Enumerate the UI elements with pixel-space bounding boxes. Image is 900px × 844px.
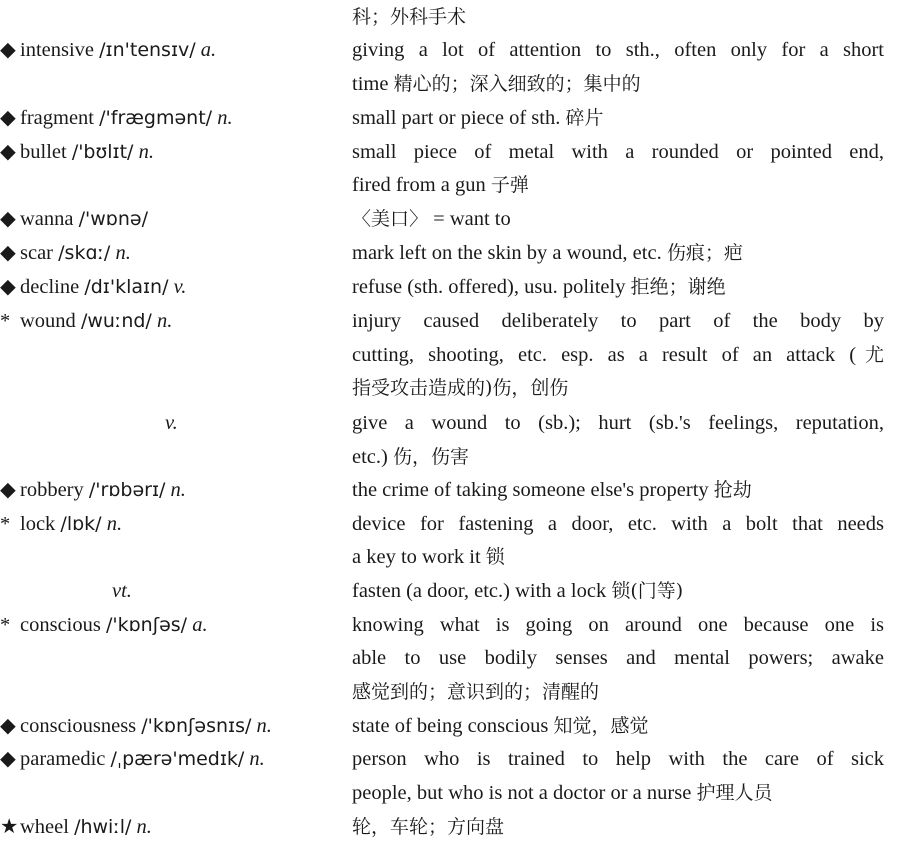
definition-text bbox=[352, 168, 884, 202]
entry-line bbox=[0, 406, 900, 440]
headword-column bbox=[112, 574, 132, 608]
entry-line bbox=[0, 202, 900, 236]
entry-line bbox=[0, 540, 900, 574]
definition-text bbox=[352, 709, 884, 743]
definition-text bbox=[352, 0, 884, 34]
phonetic: /lɒk/ bbox=[60, 513, 102, 535]
definition-english: person who is trained to help with the care of sick bbox=[352, 748, 884, 770]
definition-chinese: 抢劫 bbox=[713, 479, 752, 501]
definition-english: fired from a gun bbox=[352, 174, 486, 196]
definition-chinese: 科；外科手术 bbox=[352, 6, 467, 28]
definition-chinese: 伤痕；疤 bbox=[666, 242, 743, 264]
headword: wound bbox=[20, 310, 76, 332]
headword-column bbox=[0, 473, 186, 507]
definition-chinese: 拒绝；谢绝 bbox=[630, 276, 726, 298]
entry-marker: ◆ bbox=[0, 276, 16, 298]
entry-line bbox=[0, 776, 900, 810]
definition-english: time bbox=[352, 73, 389, 95]
definition-chinese: 伤，伤害 bbox=[392, 446, 469, 468]
definition-english: able to use bodily senses and mental powers; awake bbox=[352, 647, 884, 669]
entry-line bbox=[0, 709, 900, 743]
headword: scar bbox=[20, 242, 54, 264]
headword-column bbox=[0, 507, 122, 541]
definition-text bbox=[352, 776, 884, 810]
headword: paramedic bbox=[20, 748, 106, 770]
definition-text bbox=[352, 202, 884, 236]
phonetic: /'kɒnʃəsnɪs/ bbox=[141, 715, 252, 737]
entry-marker: ◆ bbox=[0, 748, 16, 770]
entry-line bbox=[0, 236, 900, 270]
definition-english: device for fastening a door, etc. with a bolt that needs bbox=[352, 513, 884, 535]
phonetic: /'wɒnə/ bbox=[78, 208, 148, 230]
definition-english: etc.) bbox=[352, 446, 388, 468]
entry-line bbox=[0, 675, 900, 709]
phonetic: /dɪ'klaɪn/ bbox=[84, 276, 169, 298]
part-of-speech: n. bbox=[106, 513, 123, 535]
entry-line bbox=[0, 440, 900, 474]
entry-line bbox=[0, 473, 900, 507]
definition-chinese: 锁 bbox=[485, 546, 505, 568]
definition-english: = want to bbox=[433, 208, 511, 230]
part-of-speech: n. bbox=[156, 310, 173, 332]
headword: wheel bbox=[20, 816, 69, 838]
entry-marker: ◆ bbox=[0, 39, 16, 61]
headword: wanna bbox=[20, 208, 74, 230]
definition-chinese: 〈美口〉 bbox=[352, 208, 429, 230]
definition-english: a key to work it bbox=[352, 546, 481, 568]
entry-line bbox=[0, 810, 900, 844]
headword-column bbox=[0, 608, 208, 642]
phonetic: /wuːnd/ bbox=[80, 310, 152, 332]
definition-english: small piece of metal with a rounded or pointed end, bbox=[352, 141, 884, 163]
definition-text bbox=[352, 675, 884, 709]
definition-text bbox=[352, 641, 884, 675]
part-of-speech: n. bbox=[170, 479, 186, 501]
entry-marker: ★ bbox=[0, 816, 19, 838]
phonetic: /'rɒbərɪ/ bbox=[88, 479, 166, 501]
entry-marker: ◆ bbox=[0, 242, 16, 264]
part-of-speech: n. bbox=[256, 715, 272, 737]
definition-text bbox=[352, 810, 884, 844]
definition-text bbox=[352, 67, 884, 101]
headword-column bbox=[0, 135, 154, 169]
phonetic: /'kɒnʃəs/ bbox=[105, 614, 188, 636]
definition-text bbox=[352, 33, 884, 67]
definition-chinese: 知觉，感觉 bbox=[553, 715, 649, 737]
phonetic: /'frægmənt/ bbox=[99, 107, 213, 129]
definition-text bbox=[352, 742, 884, 776]
part-of-speech: n. bbox=[115, 242, 131, 264]
definition-text bbox=[352, 371, 884, 405]
definition-text bbox=[352, 608, 884, 642]
headword-column bbox=[0, 270, 186, 304]
headword-column bbox=[0, 33, 216, 67]
definition-text bbox=[352, 406, 884, 440]
definition-english: give a wound to (sb.); hurt (sb.'s feelings, reputation, bbox=[352, 412, 884, 434]
headword-column bbox=[0, 202, 148, 236]
definition-english: people, but who is not a doctor or a nurse bbox=[352, 782, 692, 804]
headword-column bbox=[0, 236, 131, 270]
headword-column bbox=[0, 101, 233, 135]
phonetic: /'bʊlɪt/ bbox=[71, 141, 134, 163]
definition-english: state of being conscious bbox=[352, 715, 549, 737]
phonetic: /ˌpærə'medɪk/ bbox=[110, 748, 245, 770]
headword: intensive bbox=[20, 39, 95, 61]
headword: robbery bbox=[20, 479, 84, 501]
entry-line bbox=[0, 270, 900, 304]
headword-column bbox=[0, 810, 152, 844]
headword: bullet bbox=[20, 141, 67, 163]
definition-text bbox=[352, 135, 884, 169]
part-of-speech: v. bbox=[173, 276, 187, 298]
entry-line bbox=[0, 742, 900, 776]
headword-column bbox=[0, 742, 265, 776]
definition-chinese: 指受攻击造成的)伤，创伤 bbox=[352, 377, 569, 399]
definition-text bbox=[352, 101, 884, 135]
part-of-speech: a. bbox=[192, 614, 208, 636]
part-of-speech: n. bbox=[249, 748, 265, 770]
entry-marker: * bbox=[0, 614, 11, 636]
entry-line bbox=[0, 135, 900, 169]
definition-english: injury caused deliberately to part of the body by bbox=[352, 310, 884, 332]
definition-chinese: 精心的；深入细致的；集中的 bbox=[393, 73, 641, 95]
part-of-speech: v. bbox=[165, 412, 178, 434]
entry-line bbox=[0, 0, 900, 34]
definition-text bbox=[352, 304, 884, 338]
entry-line bbox=[0, 641, 900, 675]
definition-text bbox=[352, 540, 884, 574]
entry-marker: ◆ bbox=[0, 479, 16, 501]
entry-line bbox=[0, 608, 900, 642]
headword-column bbox=[0, 304, 172, 338]
entry-line bbox=[0, 67, 900, 101]
definition-text bbox=[352, 440, 884, 474]
headword-column bbox=[165, 406, 178, 440]
definition-text bbox=[352, 270, 884, 304]
part-of-speech: n. bbox=[136, 816, 152, 838]
definition-english: knowing what is going on around one because one is bbox=[352, 614, 884, 636]
entry-line bbox=[0, 33, 900, 67]
headword: fragment bbox=[20, 107, 94, 129]
headword: conscious bbox=[20, 614, 101, 636]
phonetic: /hwiːl/ bbox=[74, 816, 132, 838]
entry-line bbox=[0, 574, 900, 608]
entry-marker: * bbox=[0, 513, 11, 535]
definition-chinese: 碎片 bbox=[565, 107, 604, 129]
definition-english: fasten (a door, etc.) with a lock bbox=[352, 580, 607, 602]
entry-line bbox=[0, 338, 900, 372]
entry-line bbox=[0, 507, 900, 541]
part-of-speech: n. bbox=[138, 141, 154, 163]
entry-marker: ◆ bbox=[0, 141, 16, 163]
part-of-speech: n. bbox=[217, 107, 233, 129]
entry-marker: * bbox=[0, 310, 11, 332]
entry-line bbox=[0, 168, 900, 202]
definition-english: mark left on the skin by a wound, etc. bbox=[352, 242, 662, 264]
headword: lock bbox=[20, 513, 56, 535]
definition-text bbox=[352, 574, 884, 608]
entry-line bbox=[0, 101, 900, 135]
headword: consciousness bbox=[20, 715, 137, 737]
definition-text bbox=[352, 507, 884, 541]
phonetic: /ɪn'tensɪv/ bbox=[99, 39, 196, 61]
definition-chinese: 轮，车轮；方向盘 bbox=[352, 816, 505, 838]
headword: decline bbox=[20, 276, 80, 298]
definition-text bbox=[352, 236, 884, 270]
headword-column bbox=[0, 709, 272, 743]
definition-text bbox=[352, 473, 884, 507]
definition-chinese: 尤 bbox=[856, 344, 884, 366]
definition-english: the crime of taking someone else's property bbox=[352, 479, 709, 501]
part-of-speech: vt. bbox=[112, 580, 132, 602]
entry-marker: ◆ bbox=[0, 208, 16, 230]
definition-english: small part or piece of sth. bbox=[352, 107, 561, 129]
part-of-speech: a. bbox=[200, 39, 217, 61]
entry-line bbox=[0, 304, 900, 338]
phonetic: /skɑː/ bbox=[58, 242, 111, 264]
definition-chinese: 护理人员 bbox=[696, 782, 773, 804]
entry-line bbox=[0, 371, 900, 405]
definition-english: cutting, shooting, etc. esp. as a result of an attack ( bbox=[352, 344, 857, 366]
entry-marker: ◆ bbox=[0, 715, 16, 737]
definition-text bbox=[352, 338, 884, 372]
definition-english: refuse (sth. offered), usu. politely bbox=[352, 276, 626, 298]
entry-marker: ◆ bbox=[0, 107, 16, 129]
definition-chinese: 子弹 bbox=[490, 174, 529, 196]
definition-chinese: 锁(门等) bbox=[611, 580, 684, 602]
definition-english: giving a lot of attention to sth., often only for a short bbox=[352, 39, 884, 61]
definition-chinese: 感觉到的；意识到的；清醒的 bbox=[352, 681, 600, 703]
